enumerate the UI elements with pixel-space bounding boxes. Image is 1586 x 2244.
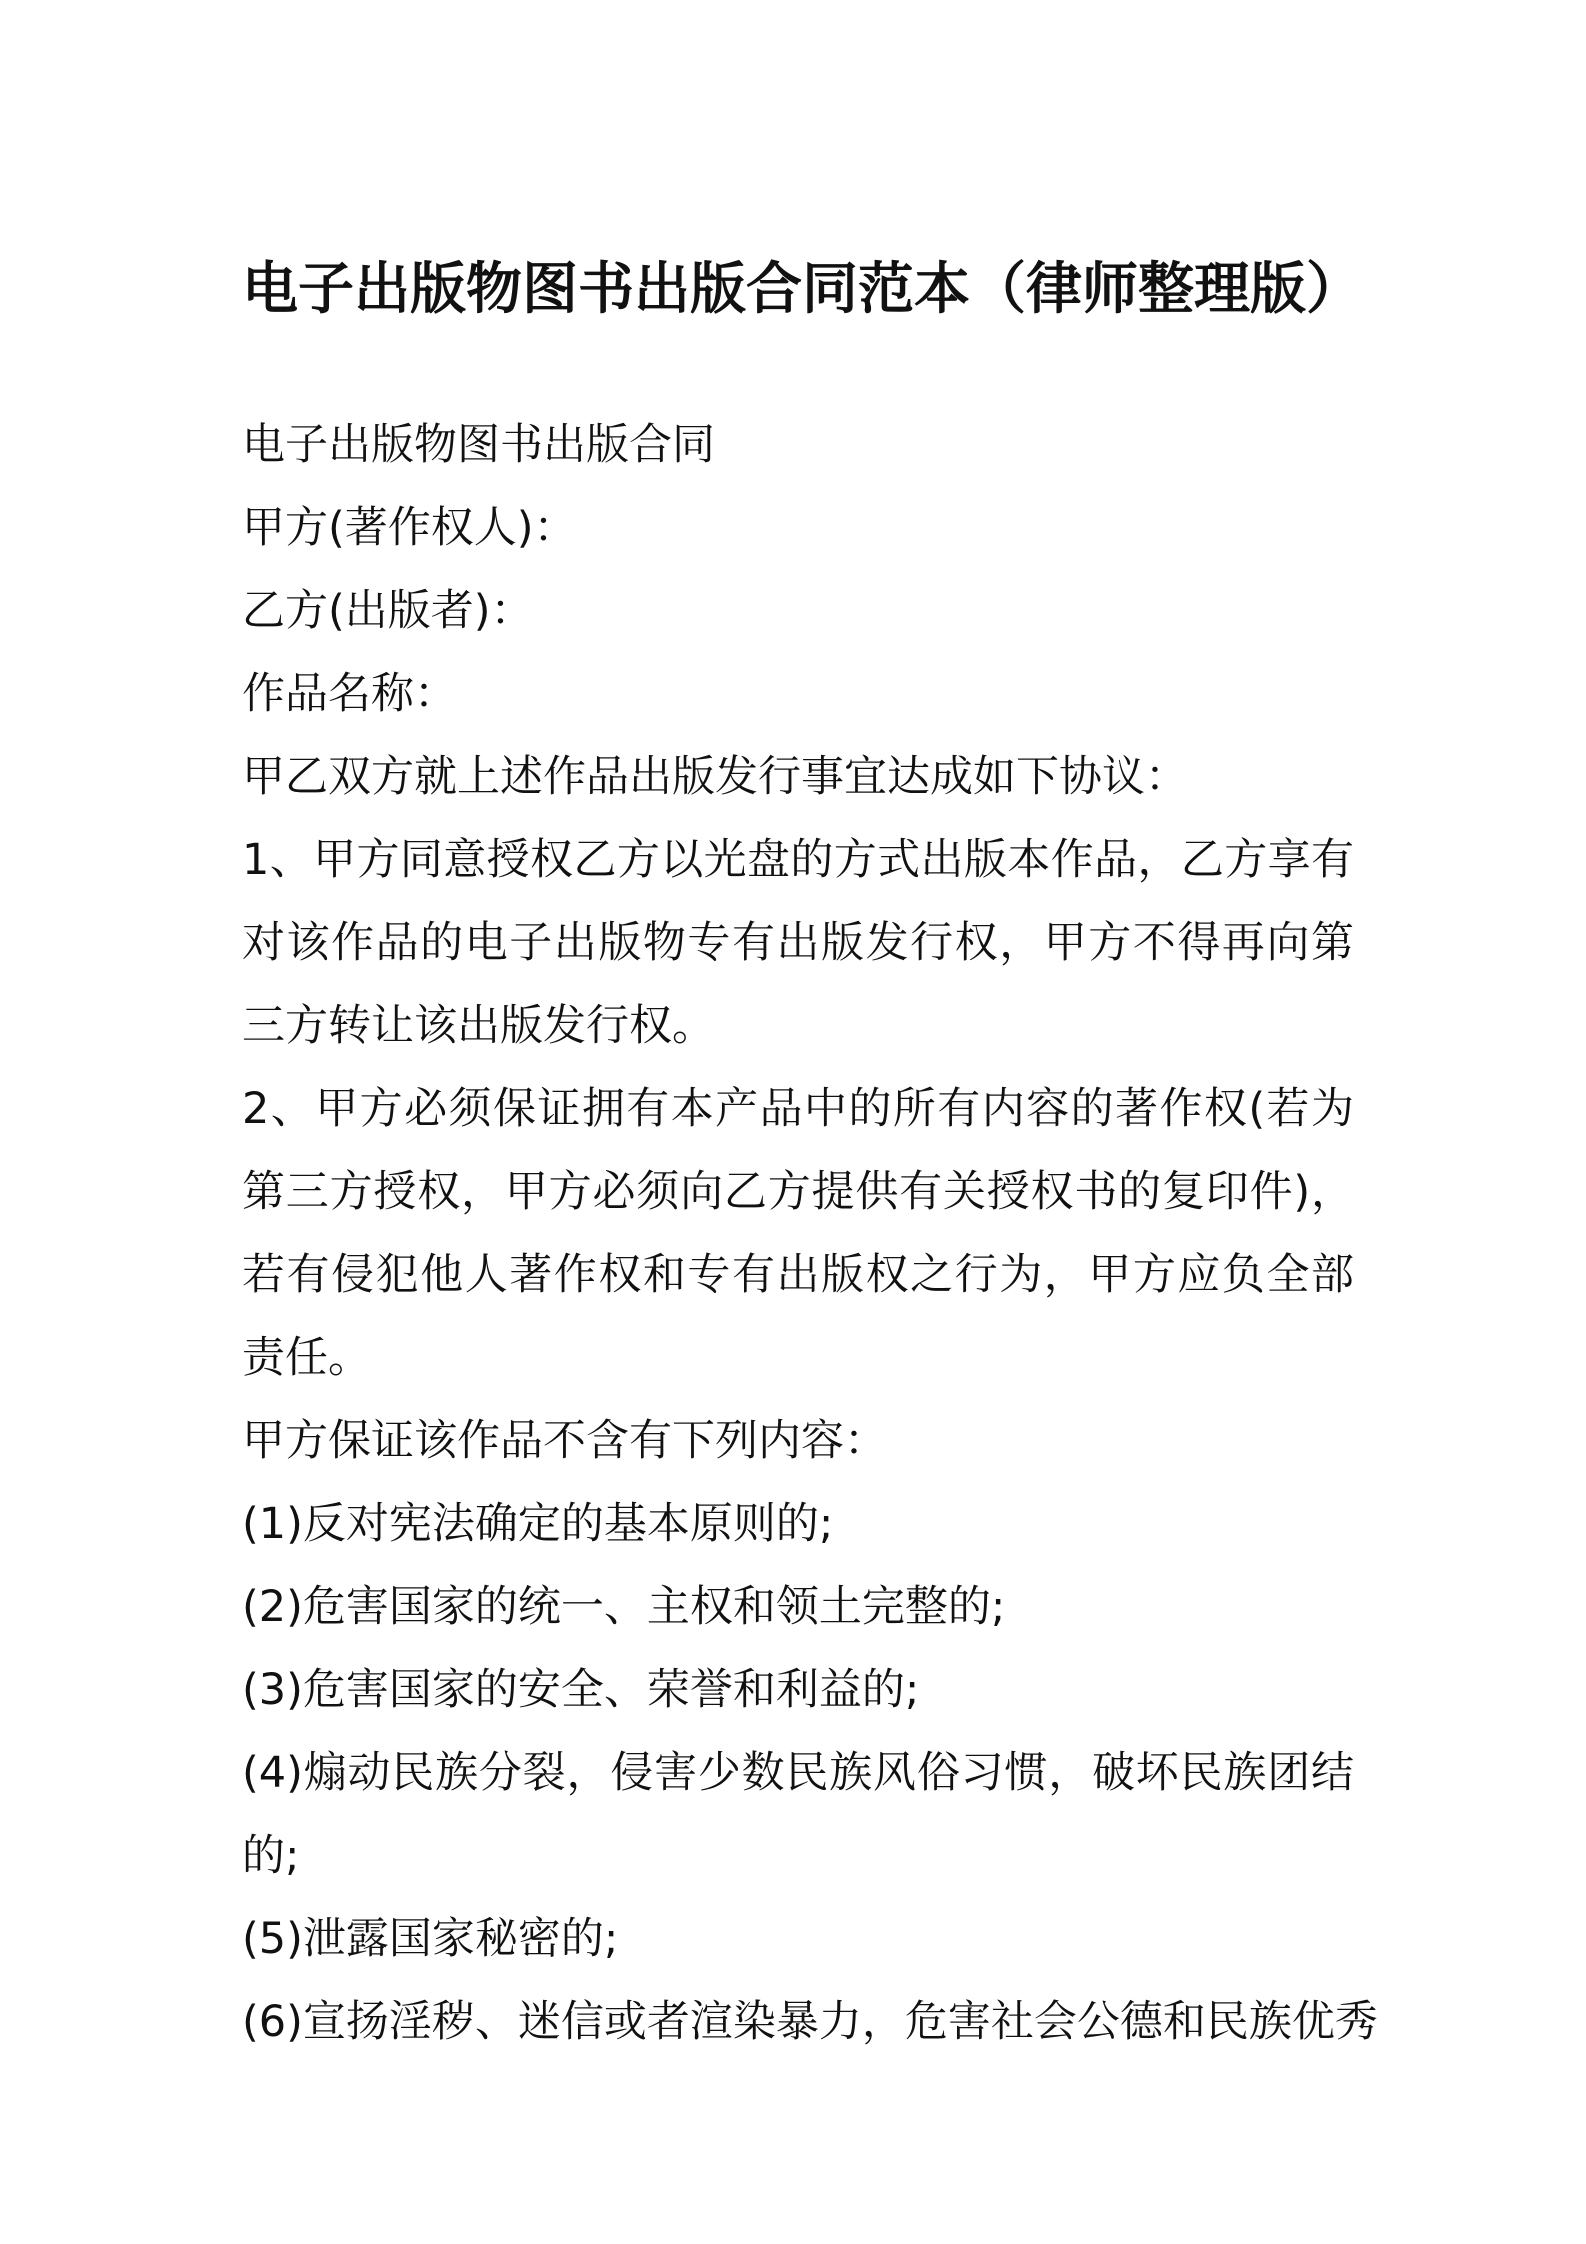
clause-1: 1、甲方同意授权乙方以光盘的方式出版本作品，乙方享有对该作品的电子出版物专有出版发行权，甲方不得再向第三方转让该出版发行权。	[242, 835, 1354, 1051]
prohibited-item-3: (3)危害国家的安全、荣誉和利益的;	[242, 1665, 920, 1715]
party-b-line: 乙方(出版者)：	[242, 586, 534, 636]
clause-2: 2、甲方必须保证拥有本产品中的所有内容的著作权(若为第三方授权，甲方必须向乙方提供有关授权书的复印件)，若有侵犯他人著作权和专有出版权之行为，甲方应负全部责任。	[242, 1084, 1354, 1383]
prohibited-item-1: (1)反对宪法确定的基本原则的;	[242, 1499, 834, 1549]
prohibited-item-6: (6)宣扬淫秽、迷信或者渲染暴力，危害社会公德和民族优秀	[242, 1997, 1378, 2047]
content-guarantee-intro: 甲方保证该作品不含有下列内容：	[242, 1416, 887, 1466]
document-body	[242, 404, 1378, 2064]
prohibited-item-4: (4)煽动民族分裂，侵害少数民族风俗习惯，破坏民族团结的;	[242, 1748, 1354, 1881]
document-title: 电子出版物图书出版合同范本（律师整理版）	[242, 257, 1362, 322]
party-a-line: 甲方(著作权人)：	[242, 503, 577, 553]
agreement-intro: 甲乙双方就上述作品出版发行事宜达成如下协议：	[242, 752, 1188, 802]
prohibited-item-2: (2)危害国家的统一、主权和领土完整的;	[242, 1582, 1006, 1632]
prohibited-item-5: (5)泄露国家秘密的;	[242, 1914, 619, 1964]
work-name-line: 作品名称：	[242, 669, 457, 719]
contract-name-line: 电子出版物图书出版合同	[242, 420, 715, 470]
